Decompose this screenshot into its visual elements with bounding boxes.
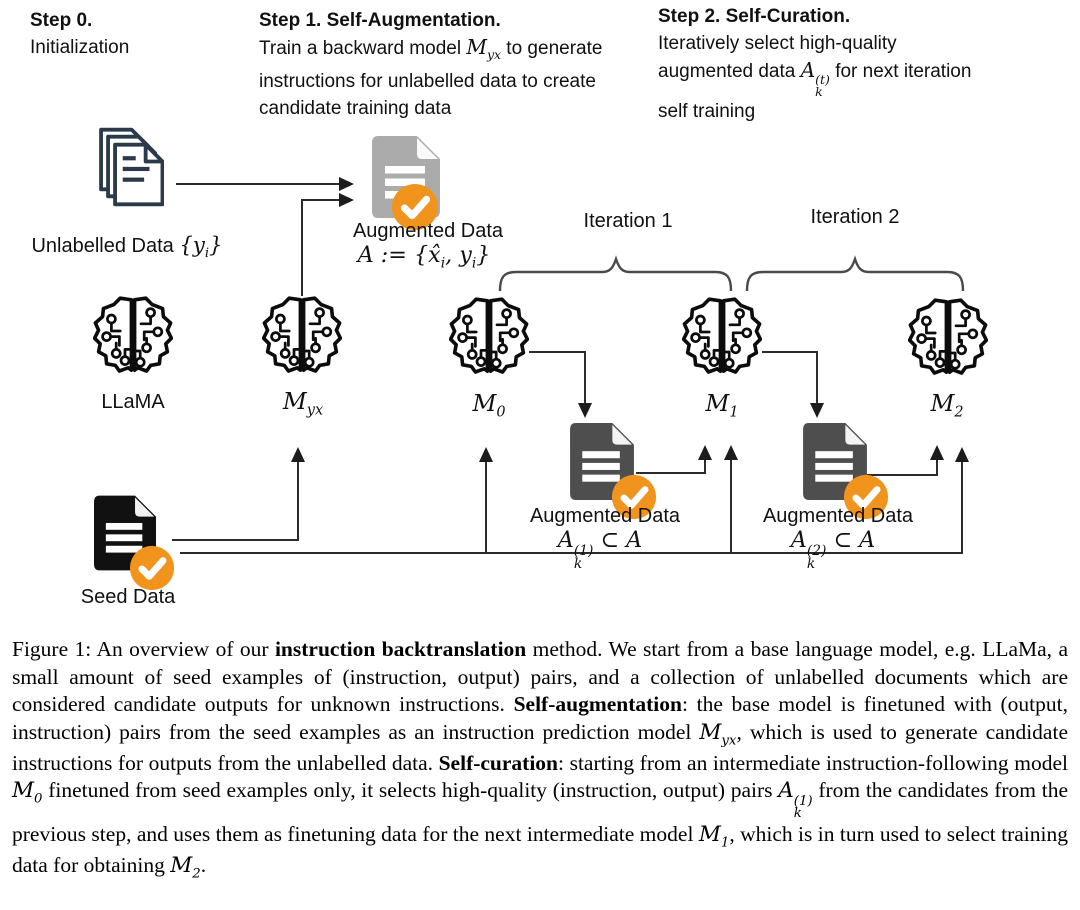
step2-title: Step 2. Self-Curation. — [658, 6, 851, 27]
front-document-icon — [115, 145, 162, 205]
myx-brain-circuit-icon — [264, 298, 341, 371]
augmented-data-1-label: Augmented Data — [529, 505, 681, 527]
figure-caption: Figure 1: An overview of our instruction backtranslation method. We start from a base language model, e.g. LLaMa, a small amount of seed examples of (instruction, output) pairs, and a collection of unlabelled documents which are considered candidate outputs for unknown instructions. Self-augmentation: the base model is finetuned with (output, instruction) pairs from the seed examples as an instruction prediction model $M_{yx}$, which is used to generate candidate instructions for outputs from the unlabelled data. Self-curation: starting from an intermediate instruction-following model $M_0$ finetuned from seed examples only, it selects high-quality (instruction, output) pairs A (1) k from the candidates from the previous step, and uses them as finetuning data for the next intermediate model $M_1$, which is in turn used to select training data for obtaining $M_2$. — [12, 637, 1068, 881]
arrow-m1-to-aug2 — [762, 352, 817, 416]
augmented-data-top-formula: A := {$x_i$, $y_i$} — [357, 242, 491, 272]
step0-desc: Initialization — [30, 37, 130, 58]
m0-brain-circuit-icon — [451, 299, 528, 372]
arrow-aug2-to-m2 — [867, 447, 937, 475]
iteration1-label: Iteration 1 — [583, 210, 673, 232]
step2-header — [658, 4, 980, 125]
step0-title: Step 0. — [30, 10, 93, 31]
document-stack-icon — [101, 130, 162, 205]
augmented-data-2-label: Augmented Data — [762, 505, 914, 527]
step2-desc: Iteratively select high-quality augmented data A (t) k for next iteration self training — [658, 33, 972, 122]
m0-label: $M_0$ — [472, 390, 506, 421]
m2-label: $M_2$ — [930, 390, 964, 421]
m1-label: $M_1$ — [705, 390, 739, 421]
unlabelled-data-label: Unlabelled Data $\{y_i\}$ — [31, 232, 223, 262]
iteration2-brace — [747, 259, 963, 291]
augmented-data-1-formula: A (1) k ⊂ A — [557, 527, 643, 572]
step1-title: Step 1. Self-Augmentation. — [259, 10, 501, 31]
arrow-myx-to-augmented — [302, 200, 352, 296]
m2-brain-circuit-icon — [910, 300, 987, 373]
arrow-aug1-to-m1 — [636, 447, 705, 473]
step0-header — [30, 8, 230, 61]
myx-label: $M_{yx}$ — [282, 388, 324, 419]
arrow-m0-to-aug1 — [529, 352, 585, 416]
step1-header — [259, 8, 613, 122]
llama-brain-circuit-icon — [95, 298, 172, 371]
seed-data-label: Seed Data — [80, 586, 176, 608]
augmented-data-top-label: Augmented Data — [352, 220, 504, 242]
augmented-data-2-formula: A (2) k ⊂ A — [790, 527, 876, 572]
iteration-braces — [500, 259, 963, 291]
iteration2-label: Iteration 2 — [810, 206, 900, 228]
llama-label: LLaMA — [101, 391, 165, 413]
step1-desc: Train a backward model $M_{yx}$ to generate instructions for unlabelled data to create candidate training data — [259, 35, 603, 120]
check-circle-icon — [130, 546, 174, 590]
m1-brain-circuit-icon — [684, 299, 761, 372]
arrow-seed-to-myx — [172, 449, 298, 540]
iteration1-brace — [500, 259, 731, 291]
